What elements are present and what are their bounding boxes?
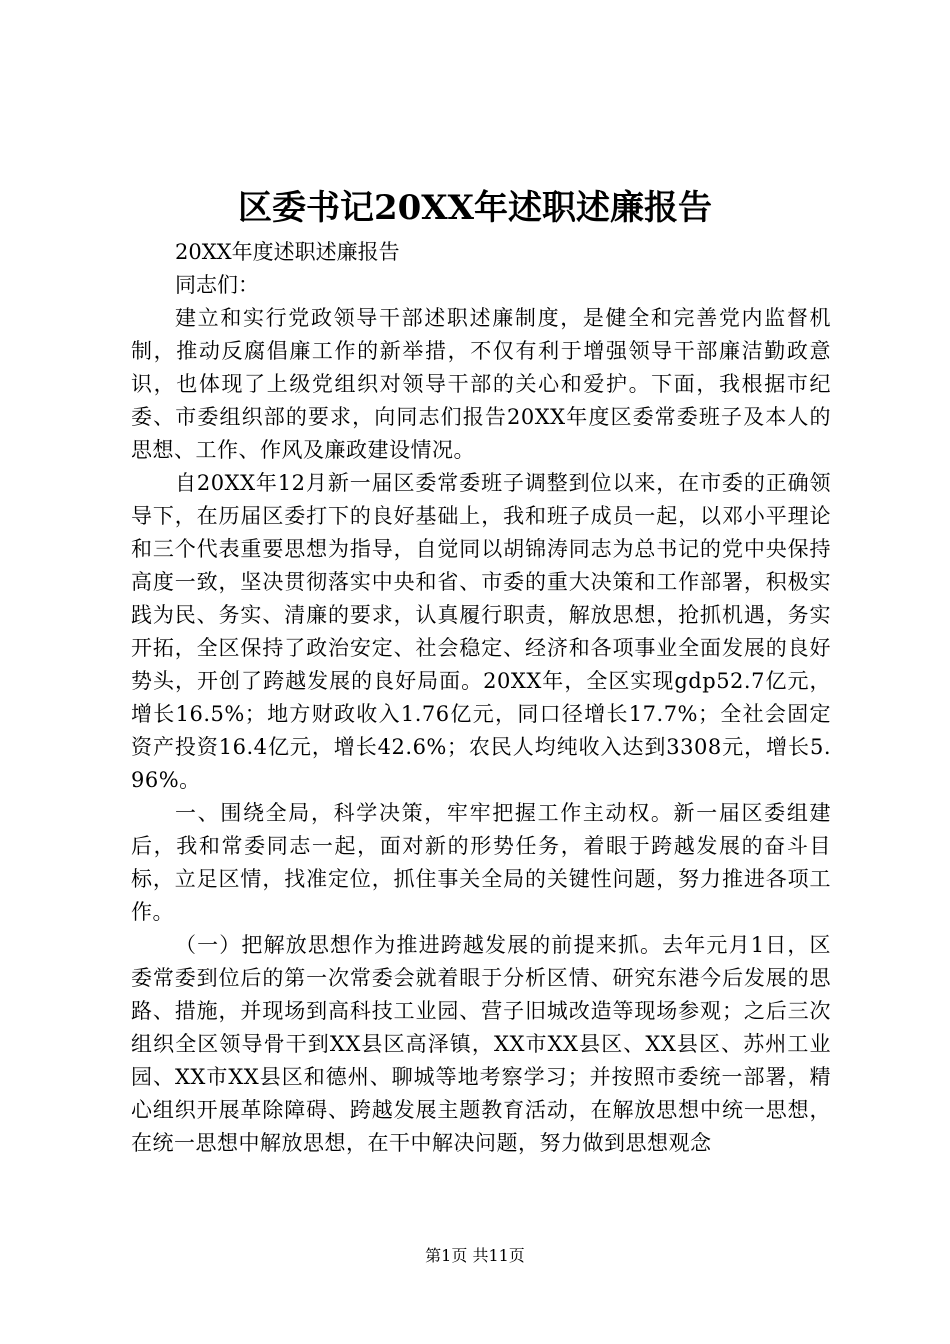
document-title: 区委书记20XX年述职述廉报告 [237,188,713,228]
report-subtitle: 20XX年度述职述廉报告 [175,240,400,264]
paragraph-subsection-one: （一）把解放思想作为推进跨越发展的前提来抓。去年元月1日，区委常委到位后的第一次常委会就着眼于分析区情、研究东港今后发展的思路、措施，并现场到高科技工业园、营子旧城改造等现场参观；之后三次组织全区领导骨干到XX县区高泽镇，XX市XX县区、XX县区、苏州工业园、XX市XX县区和德州、聊城等地考察学习；并按照市委统一部署，精心组织开展革除障碍、跨越发展主题教育活动，在解放思想中统一思想，在统一思想中解放思想，在干中解决问题，努力做到思想观念 [131,933,831,1155]
page-number-footer: 第1页 共11页 [425,1246,525,1265]
paragraph-section-one: 一、围绕全局，科学决策，牢牢把握工作主动权。新一届区委组建后，我和常委同志一起，面对新的形势任务，着眼于跨越发展的奋斗目标，立足区情，找准定位，抓住事关全局的关键性问题，努力推进各项工作。 [131,801,831,924]
document-body [131,236,831,1160]
paragraph-overview: 自20XX年12月新一届区委常委班子调整到位以来，在市委的正确领导下，在历届区委打下的良好基础上，我和班子成员一起，以邓小平理论和三个代表重要思想为指导，自觉同以胡锦涛同志为总书记的党中央保持高度一致，坚决贯彻落实中央和省、市委的重大决策和工作部署，积极实践为民、务实、清廉的要求，认真履行职责，解放思想，抢抓机遇，务实开拓，全区保持了政治安定、社会稳定、经济和各项事业全面发展的良好势头，开创了跨越发展的良好局面。20XX年，全区实现gdp52.7亿元，增长16.5%；地方财政收入1.76亿元，同口径增长17.7%；全社会固定资产投资16.4亿元，增长42.6%；农民人均纯收入达到3308元，增长5.96%。 [131,471,831,792]
salutation: 同志们： [175,273,259,297]
paragraph-intro: 建立和实行党政领导干部述职述廉制度，是健全和完善党内监督机制，推动反腐倡廉工作的新举措，不仅有利于增强领导干部廉洁勤政意识，也体现了上级党组织对领导干部的关心和爱护。下面，我根据市纪委、市委组织部的要求，向同志们报告20XX年度区委常委班子及本人的思想、工作、作风及廉政建设情况。 [131,306,831,462]
